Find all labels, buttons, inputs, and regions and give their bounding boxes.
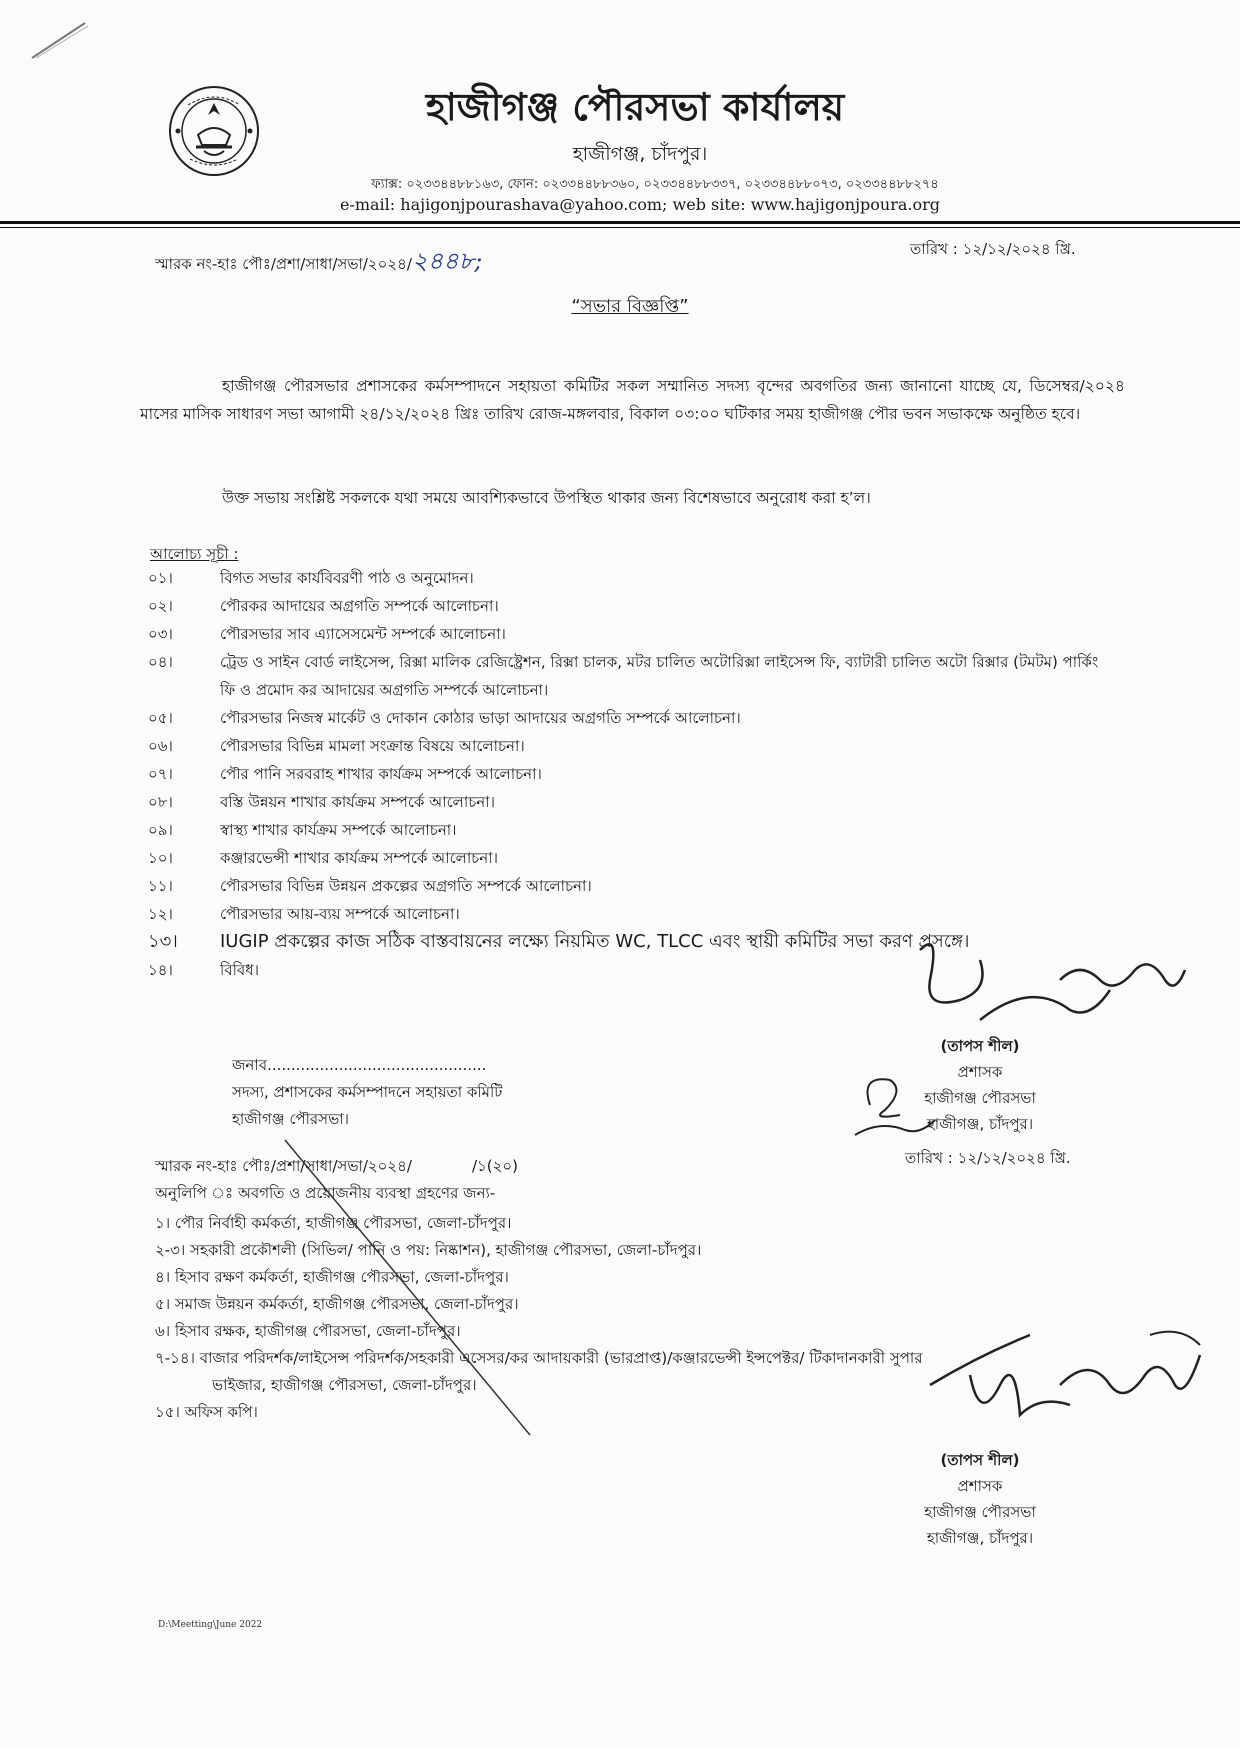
office-phone-numbers: ফ্যাক্স: ০২৩৩৪৪৮৮১৬৩, ফোন: ০২৩৩৪৪৮৮৩৬০, ০২৩৩৪৪৮৮৩৩৭, ০২৩৩৪৪৮৮০৭৩, ০২৩৩৪৪৮৮২৭৪: [371, 177, 939, 192]
notice-title: [0, 292, 1240, 323]
copy-item: ৫। সমাজ উন্নয়ন কর্মকর্তা, হাজীগঞ্জ পৌরসভা, জেলা-চাঁদপুর।: [155, 1295, 519, 1313]
agenda-item: [148, 704, 1118, 732]
agenda-item-text: পৌরসভার বিভিন্ন মামলা সংক্রান্ত বিষয়ে আলোচনা।: [220, 737, 525, 755]
agenda-item: [148, 760, 1118, 788]
agenda-item-text: কঞ্জারভেন্সী শাখার কার্যক্রম সম্পর্কে আলোচনা।: [220, 849, 498, 867]
copy-distribution-heading: অনুলিপি ঃ অবগতি ও প্রয়োজনীয় ব্যবস্থা গ্রহণের জন্য-: [155, 1184, 496, 1202]
agenda-item: [148, 620, 1118, 648]
signatory-place: হাজীগঞ্জ, চাঁদপুর।: [926, 1115, 1034, 1133]
copy-memo-reference-text: স্মারক নং-হাঃ পৌঃ/প্রশা/সাধা/সভা/২০২৪/: [155, 1157, 412, 1175]
agenda-item-number: ০৫।: [148, 709, 173, 727]
signatory-title: প্রশাসক: [957, 1477, 1003, 1495]
agenda-item-text: ট্রেড ও সাইন বোর্ড লাইসেন্স, রিক্সা মালিক রেজিষ্ট্রেশন, রিক্সা চালক, মটর চালিত অটোরিক্সা লাইসেন্স ফি, ব্যাটারী চালিত অটো রিক্সার (টমটম) পার্কিং ফি ও প্রমোদ কর আদায়ের অগ্রগতি সম্পর্কে আলোচনা।: [220, 653, 1099, 699]
signature-date: তারিখ : ১২/১২/২০২৪ খ্রি.: [905, 1149, 1071, 1167]
agenda-item-number: ০১।: [148, 569, 173, 587]
agenda-item-text: পৌর পানি সরবরাহ শাখার কার্যক্রম সম্পর্কে আলোচনা।: [220, 765, 542, 783]
memo-reference: [155, 243, 482, 283]
agenda-item-number: ০৩।: [148, 625, 173, 643]
agenda-item: [148, 872, 1118, 900]
agenda-item-text: পৌরকর আদায়ের অগ্রগতি সম্পর্কে আলোচনা।: [220, 597, 499, 615]
agenda-item-text: বিগত সভার কার্যবিবরণী পাঠ ও অনুমোদন।: [220, 569, 474, 587]
handwritten-signature-2: [920, 1315, 1220, 1455]
agenda-item-number: ০৬।: [148, 737, 173, 755]
agenda-item-number: ১৪।: [148, 961, 173, 979]
agenda-item: [148, 732, 1118, 760]
header-divider-thick: [0, 221, 1240, 224]
agenda-item: [148, 788, 1118, 816]
signatory-office: হাজীগঞ্জ পৌরসভা: [924, 1503, 1036, 1521]
copy-item: ১। পৌর নির্বাহী কর্মকর্তা, হাজীগঞ্জ পৌরসভা, জেলা-চাঁদপুর।: [155, 1214, 512, 1232]
copy-item: ১৫। অফিস কপি।: [155, 1403, 258, 1421]
memo-reference-printed: স্মারক নং-হাঃ পৌঃ/প্রশা/সাধা/সভা/২০২৪/: [155, 255, 412, 273]
footer-file-path: D:\Meetting\June 2022: [158, 1620, 263, 1630]
signatory-name: (তাপস শীল): [940, 1451, 1020, 1469]
agenda-item: [148, 844, 1118, 872]
office-title: হাজীগঞ্জ পৌরসভা কার্যালয়: [425, 85, 845, 129]
agenda-item-number: ১১।: [148, 877, 173, 895]
memo-reference-handwritten: ২৪৪৮;: [411, 247, 483, 275]
pen-diagonal-stroke: [280, 1140, 540, 1440]
copy-item: ৭-১৪। বাজার পরিদর্শক/লাইসেন্স পরিদর্শক/সহকারী এসেসর/কর আদায়কারী (ভারপ্রাপ্ত)/কঞ্জারভেন্সী ইন্সপেক্টর/ টিকাদানকারী সুপার: [155, 1349, 923, 1367]
agenda-item-text: বিবিধ।: [220, 961, 260, 979]
copy-memo-reference-suffix: /১(২০): [471, 1157, 518, 1175]
copy-item: ২-৩। সহকারী প্রকৌশলী (সিভিল/ পানি ও পয়: নিষ্কাশন), হাজীগঞ্জ পৌরসভা, জেলা-চাঁদপুর।: [155, 1241, 702, 1259]
copy-item: ৪। হিসাব রক্ষণ কর্মকর্তা, হাজীগঞ্জ পৌরসভা, জেলা-চাঁদপুর।: [155, 1268, 509, 1286]
agenda-item-text: IUGIP প্রকল্পের কাজ সঠিক বাস্তবায়নের লক্ষ্যে নিয়মিত WC, TLCC এবং স্থায়ী কমিটির সভা করণ প্রসঙ্গে।: [220, 931, 970, 952]
office-email-website: e-mail: hajigonjpourashava@yahoo.com; web site: www.hajigonjpoura.org: [339, 195, 941, 214]
handwritten-initial: [850, 1065, 940, 1145]
agenda-item-number: ১৩।: [148, 931, 178, 952]
agenda-item: [148, 648, 1118, 704]
office-place: হাজীগঞ্জ, চাঁদপুর।: [572, 143, 708, 165]
recipient-salutation: জনাব..............................................: [232, 1056, 487, 1074]
agenda-item-text: পৌরসভার সাব এ্যাসেসমেন্ট সম্পর্কে আলোচনা।: [220, 625, 506, 643]
signatory-place: হাজীগঞ্জ, চাঁদপুর।: [926, 1529, 1034, 1547]
agenda-item: [148, 592, 1118, 620]
memo-date: তারিখ : ১২/১২/২০২৪ খ্রি.: [910, 240, 1076, 258]
agenda-heading: আলোচ্য সূচী :: [150, 545, 239, 563]
agenda-item: [148, 816, 1118, 844]
agenda-item-text: স্বাস্থ্য শাখার কার্যক্রম সম্পর্কে আলোচনা।: [220, 821, 457, 839]
signatory-title: প্রশাসক: [957, 1063, 1003, 1081]
agenda-item-number: ০৯।: [148, 821, 173, 839]
notice-paragraph-1: হাজীগঞ্জ পৌরসভার প্রশাসকের কর্মসম্পাদনে সহায়তা কমিটির সকল সম্মানিত সদস্য বৃন্দের অবগতির জন্য জানানো যাচ্ছে যে, ডিসেম্বর/২০২৪ মাসের মাসিক সাধারণ সভা আগামী ২৪/১২/২০২৪ খ্রিঃ তারিখ রোজ-মঙ্গলবার, বিকাল ০৩:০০ ঘটিকার সময় হাজীগঞ্জ পৌর ভবন সভাকক্ষে অনুষ্ঠিত হবে।: [140, 377, 1125, 423]
agenda-item-number: ০৮।: [148, 793, 173, 811]
agenda-item-text: পৌরসভার আয়-ব্যয় সম্পর্কে আলোচনা।: [220, 905, 460, 923]
agenda-item-number: ১২।: [148, 905, 173, 923]
pen-stroke-mark: [30, 20, 90, 60]
agenda-item-number: ০৭।: [148, 765, 173, 783]
notice-paragraph-2: উক্ত সভায় সংশ্লিষ্ট সকলকে যথা সময়ে আবশ্যিকভাবে উপস্থিত থাকার জন্য বিশেষভাবে অনুরোধ করা হ’ল।: [222, 489, 871, 507]
agenda-item-text: পৌরসভার নিজস্ব মার্কেট ও দোকান কোঠার ভাড়া আদায়ের অগ্রগতি সম্পর্কে আলোচনা।: [220, 709, 741, 727]
recipient-designation: সদস্য, প্রশাসকের কর্মসম্পাদনে সহায়তা কমিটি: [232, 1083, 503, 1101]
header-divider-thin: [0, 227, 1240, 228]
signatory-name: (তাপস শীল): [940, 1037, 1020, 1055]
signatory-office: হাজীগঞ্জ পৌরসভা: [924, 1089, 1036, 1107]
notice-title-text: “সভার বিজ্ঞপ্তি”: [571, 296, 689, 317]
agenda-item-number: ০৪।: [148, 653, 173, 671]
agenda-item-number: ০২।: [148, 597, 173, 615]
copy-item: ৬। হিসাব রক্ষক, হাজীগঞ্জ পৌরসভা, জেলা-চাঁদপুর।: [155, 1322, 461, 1340]
agenda-item-text: বস্তি উন্নয়ন শাখার কার্যক্রম সম্পর্কে আলোচনা।: [220, 793, 495, 811]
handwritten-signature-1: [900, 920, 1200, 1040]
copy-item: ভাইজার, হাজীগঞ্জ পৌরসভা, জেলা-চাঁদপুর।: [212, 1376, 477, 1394]
recipient-address: [232, 1052, 502, 1133]
agenda-item: [148, 564, 1118, 592]
signatory-block-2: [895, 1447, 1065, 1551]
agenda-item-number: ১০।: [148, 849, 173, 867]
agenda-item-text: পৌরসভার বিভিন্ন উন্নয়ন প্রকল্পের অগ্রগতি সম্পর্কে আলোচনা।: [220, 877, 592, 895]
recipient-office: হাজীগঞ্জ পৌরসভা।: [232, 1110, 349, 1128]
